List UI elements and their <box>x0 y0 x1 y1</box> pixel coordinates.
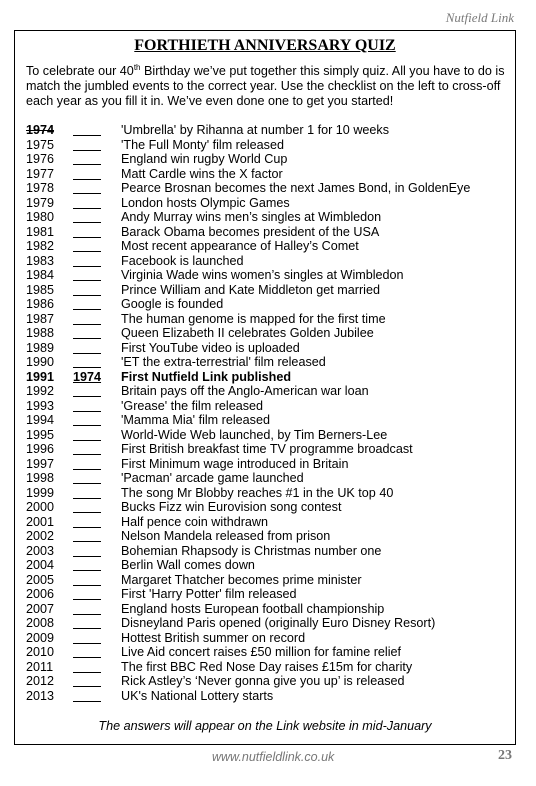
intro-text-rest: Birthday we’ve put together this simply quiz. All you have to do is match the jumbled events to the correct year. Use the checklist on the left to cross-off each year as you fill it in. We’ve even done one to get you started! <box>26 64 505 108</box>
answer-blank[interactable] <box>73 183 101 194</box>
answer-blank[interactable] <box>73 256 101 267</box>
event-text: First Minimum wage introduced in Britain <box>121 456 349 471</box>
year-label: 1974 <box>26 123 55 137</box>
quiz-intro <box>26 64 506 109</box>
event-text: Margaret Thatcher becomes prime minister <box>121 572 362 587</box>
year-label: 1986 <box>26 297 55 311</box>
intro-text-start: To celebrate our 40 <box>26 64 134 78</box>
year-label: 2003 <box>26 543 55 558</box>
website-url[interactable]: www.nutfieldlink.co.uk <box>212 750 335 764</box>
quiz-row <box>26 645 506 660</box>
answer-blank[interactable] <box>73 647 101 658</box>
event-text: 'ET the extra-terrestrial' film released <box>121 355 326 369</box>
answer-blank[interactable] <box>73 444 101 455</box>
answers-note: The answers will appear on the Link website in mid-January <box>98 719 432 733</box>
year-label: 2013 <box>26 688 55 703</box>
event-text: Facebook is launched <box>121 253 244 268</box>
quiz-row <box>26 616 506 631</box>
answer-blank[interactable] <box>73 212 101 223</box>
quiz-row <box>26 457 506 472</box>
year-label: 1999 <box>26 485 55 500</box>
quiz-row <box>26 152 506 167</box>
quiz-row <box>26 428 506 443</box>
year-label: 2010 <box>26 645 55 659</box>
answer-blank[interactable] <box>73 270 101 281</box>
event-text: Nelson Mandela released from prison <box>121 529 331 543</box>
event-text: Disneyland Paris opened (originally Euro Disney Resort) <box>121 616 436 630</box>
quiz-row <box>26 181 506 196</box>
answer-blank[interactable] <box>73 401 101 412</box>
quiz-row <box>26 297 506 312</box>
event-text: 'Mamma Mia' film released <box>121 413 270 427</box>
quiz-row <box>26 471 506 486</box>
quiz-row <box>26 602 506 617</box>
event-text: Pearce Brosnan becomes the next James Bond, in GoldenEye <box>121 181 471 195</box>
answer-blank[interactable] <box>73 430 101 441</box>
event-text: England win rugby World Cup <box>121 152 288 166</box>
event-text: 'Grease' the film released <box>121 398 264 413</box>
quiz-row <box>26 123 506 138</box>
quiz-row <box>26 631 506 646</box>
event-text: Matt Cardle wins the X factor <box>121 166 283 181</box>
page-number: 23 <box>498 748 512 763</box>
year-label: 1996 <box>26 442 55 456</box>
answer-blank[interactable] <box>73 633 101 644</box>
event-text: Virginia Wade wins women’s singles at Wimbledon <box>121 268 404 282</box>
event-text: Google is founded <box>121 297 224 311</box>
year-label: 1991 <box>26 369 55 384</box>
quiz-row <box>26 138 506 153</box>
quiz-row <box>26 558 506 573</box>
publication-title: Nutfield Link <box>445 10 514 25</box>
quiz-row <box>26 544 506 559</box>
year-label: 1987 <box>26 311 55 326</box>
answer-blank[interactable] <box>73 618 101 629</box>
year-label: 1985 <box>26 282 55 297</box>
year-label: 1983 <box>26 253 55 268</box>
answer-blank[interactable] <box>73 169 101 180</box>
quiz-row <box>26 326 506 341</box>
intro-ordinal-suffix: th <box>133 62 141 72</box>
event-text: First 'Harry Potter' film released <box>121 587 297 601</box>
quiz-row <box>26 268 506 283</box>
year-label: 2007 <box>26 601 55 616</box>
quiz-row <box>26 442 506 457</box>
answer-blank[interactable] <box>73 691 101 702</box>
quiz-row <box>26 689 506 704</box>
year-label: 1979 <box>26 195 55 210</box>
year-label: 1975 <box>26 137 55 152</box>
year-label: 2000 <box>26 500 55 514</box>
quiz-row <box>26 355 506 370</box>
answer-blank[interactable] <box>73 473 101 484</box>
quiz-row <box>26 413 506 428</box>
year-label: 1994 <box>26 413 55 427</box>
event-text: The first BBC Red Nose Day raises £15m for charity <box>121 659 413 674</box>
quiz-row <box>26 210 506 225</box>
answer-blank[interactable] <box>73 502 101 513</box>
year-label: 2008 <box>26 616 55 630</box>
answer-blank[interactable] <box>73 386 101 397</box>
answer-blank[interactable] <box>73 314 101 325</box>
quiz-row <box>26 587 506 602</box>
year-label: 1992 <box>26 384 55 398</box>
year-label: 1977 <box>26 166 55 181</box>
answer-blank[interactable] <box>73 198 101 209</box>
event-text: Bohemian Rhapsody is Christmas number one <box>121 543 382 558</box>
event-text: First British breakfast time TV programme broadcast <box>121 442 413 456</box>
year-label: 1978 <box>26 181 55 195</box>
year-label: 1988 <box>26 326 55 340</box>
quiz-row <box>26 384 506 399</box>
answer-blank[interactable] <box>73 676 101 687</box>
event-text: Most recent appearance of Halley’s Comet <box>121 239 359 253</box>
event-text: Live Aid concert raises £50 million for famine relief <box>121 645 401 659</box>
answer-blank[interactable]: 1974 <box>73 369 102 384</box>
quiz-row <box>26 283 506 298</box>
quiz-row <box>26 674 506 689</box>
quiz-row <box>26 341 506 356</box>
answer-blank[interactable] <box>73 517 101 528</box>
event-text: England hosts European football championship <box>121 601 385 616</box>
year-label: 2004 <box>26 558 55 572</box>
answer-blank[interactable] <box>73 154 101 165</box>
year-label: 2011 <box>26 659 54 674</box>
answer-blank[interactable] <box>73 357 101 368</box>
year-label: 1989 <box>26 340 55 355</box>
quiz-box <box>14 30 516 745</box>
event-text: World-Wide Web launched, by Tim Berners-Lee <box>121 427 388 442</box>
answer-blank[interactable] <box>73 241 101 252</box>
year-label: 1982 <box>26 239 55 253</box>
answer-blank[interactable] <box>73 589 101 600</box>
quiz-row <box>26 529 506 544</box>
answer-blank[interactable] <box>73 140 101 151</box>
event-text: First YouTube video is uploaded <box>121 340 300 355</box>
answer-blank[interactable] <box>73 546 101 557</box>
event-text: Rick Astley’s ‘Never gonna give you up’ is released <box>121 674 405 688</box>
event-text: London hosts Olympic Games <box>121 195 290 210</box>
year-label: 1990 <box>26 355 55 369</box>
quiz-row <box>26 486 506 501</box>
quiz-row <box>26 239 506 254</box>
event-text: Queen Elizabeth II celebrates Golden Jubilee <box>121 326 374 340</box>
year-label: 1980 <box>26 210 55 224</box>
year-label: 2005 <box>26 572 55 587</box>
answer-blank[interactable] <box>73 415 101 426</box>
quiz-rows <box>26 123 506 703</box>
answer-blank[interactable] <box>73 459 101 470</box>
quiz-title: FORTHIETH ANNIVERSARY QUIZ <box>134 37 396 54</box>
event-text: Half pence coin withdrawn <box>121 514 269 529</box>
event-text: Hottest British summer on record <box>121 630 306 645</box>
quiz-row <box>26 660 506 675</box>
quiz-row <box>26 515 506 530</box>
answer-blank[interactable] <box>73 227 101 238</box>
year-label: 1976 <box>26 152 55 166</box>
event-text: Prince William and Kate Middleton get married <box>121 282 380 297</box>
quiz-row <box>26 500 506 515</box>
event-text: 'Pacman' arcade game launched <box>121 471 304 485</box>
event-text: Barack Obama becomes president of the USA <box>121 224 380 239</box>
year-label: 1995 <box>26 427 55 442</box>
event-text: 'Umbrella' by Rihanna at number 1 for 10 weeks <box>121 123 390 137</box>
year-label: 1981 <box>26 224 55 239</box>
event-text: The song Mr Blobby reaches #1 in the UK top 40 <box>121 485 394 500</box>
year-label: 2012 <box>26 674 55 688</box>
year-label: 1998 <box>26 471 55 485</box>
answer-blank[interactable] <box>73 328 101 339</box>
answer-blank[interactable] <box>73 531 101 542</box>
quiz-row <box>26 225 506 240</box>
year-label: 1984 <box>26 268 55 282</box>
answer-blank[interactable] <box>73 343 101 354</box>
answer-blank[interactable] <box>73 285 101 296</box>
answer-blank[interactable] <box>73 604 101 615</box>
answer-blank[interactable] <box>73 488 101 499</box>
event-text: Berlin Wall comes down <box>121 558 255 572</box>
event-text: UK's National Lottery starts <box>121 688 274 703</box>
quiz-row <box>26 370 506 385</box>
quiz-row <box>26 573 506 588</box>
quiz-row <box>26 399 506 414</box>
year-label: 2009 <box>26 630 55 645</box>
event-text: 'The Full Monty' film released <box>121 137 284 152</box>
answer-blank[interactable] <box>73 125 101 136</box>
quiz-row <box>26 312 506 327</box>
event-text: First Nutfield Link published <box>121 369 292 384</box>
quiz-row <box>26 167 506 182</box>
year-label: 2006 <box>26 587 55 601</box>
year-label: 2001 <box>26 514 55 529</box>
answer-blank[interactable] <box>73 575 101 586</box>
answer-blank[interactable] <box>73 662 101 673</box>
year-label: 2002 <box>26 529 55 543</box>
event-text: The human genome is mapped for the first time <box>121 311 386 326</box>
answer-blank[interactable] <box>73 299 101 310</box>
event-text: Britain pays off the Anglo-American war loan <box>121 384 369 398</box>
quiz-row <box>26 196 506 211</box>
event-text: Andy Murray wins men’s singles at Wimbledon <box>121 210 382 224</box>
event-text: Bucks Fizz win Eurovision song contest <box>121 500 342 514</box>
year-label: 1997 <box>26 456 55 471</box>
year-label: 1993 <box>26 398 55 413</box>
answer-blank[interactable] <box>73 560 101 571</box>
quiz-row <box>26 254 506 269</box>
